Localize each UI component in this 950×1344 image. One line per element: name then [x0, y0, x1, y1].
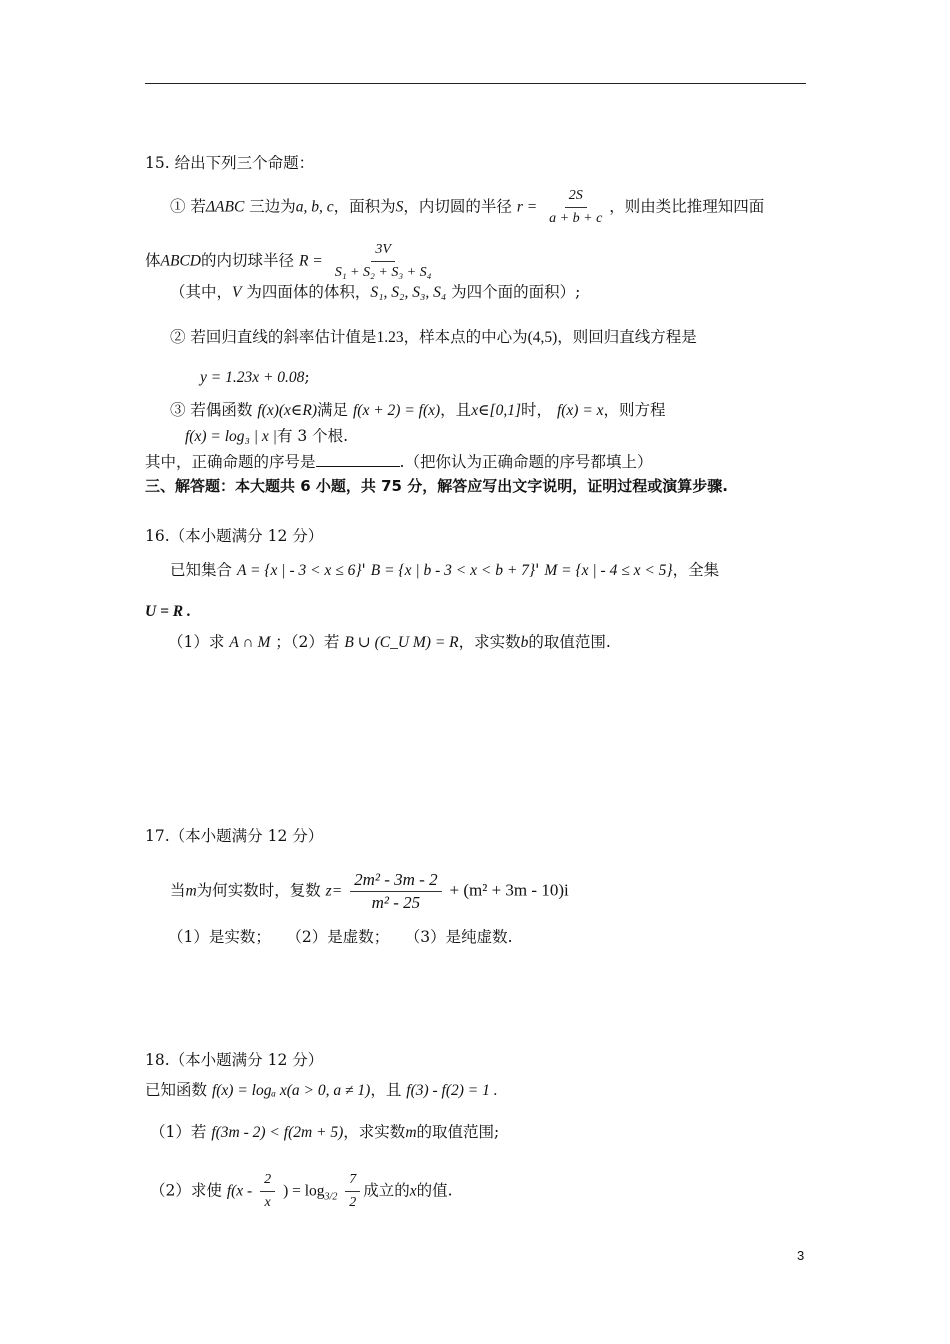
- page-number: 3: [797, 1248, 805, 1263]
- q15-prop2-line1: ② 若回归直线的斜率估计值是1.23，样本点的中心为(4,5)，则回归直线方程是: [170, 328, 697, 346]
- inradius-fraction: $\frac{2S}{a + b + c}$: [549, 188, 603, 226]
- answer-blank[interactable]: [316, 451, 400, 467]
- q15-prop1-line3: （其中，V 为四面体的体积，S₁, S₂, S₃, S₄ 为四个面的面积）;: [170, 283, 581, 301]
- section-3-heading: 三、解答题：本大题共 6 小题，共 75 分，解答应写出文字说明，证明过程或演算步骤.: [145, 477, 728, 495]
- q16-title: 16.（本小题满分 12 分）: [145, 527, 324, 545]
- q15-prop2-line2: y = 1.23x + 0.08;: [200, 368, 310, 386]
- q15-prop3-line1: ③ 若偶函数 f(x)(x∈R)满足 f(x + 2) = f(x)，且x∈[0,1]时， f(x) = x，则方程: [170, 401, 666, 419]
- q15-prop1-line1: ① 若ΔABC 三边为a, b, c，面积为S，内切圆的半径 r = $\frac{2S}{a + b + c}$ ，则由类比推理知四面: [170, 186, 764, 229]
- q17-title: 17.（本小题满分 12 分）: [145, 827, 324, 845]
- q18-title: 18.（本小题满分 12 分）: [145, 1051, 324, 1069]
- q15-answer-line: 其中，正确命题的序号是 .（把你认为正确命题的序号都填上）: [145, 453, 653, 471]
- q16-sets-line: 已知集合 A = {x | - 3 < x ≤ 6}' B = {x | b - 3 < x < b + 7}' M = {x | - 4 ≤ x < 5}，全集: [170, 561, 720, 579]
- q15-prop3-line2: f(x) = log₃ | x |有 3 个根.: [185, 427, 349, 445]
- q17-complex-line: 当m为何实数时，复数 z= $\frac{\text{2m² - 3m - 2}}{\text{m² - 25}}$ + (m² + 3m - 10)i: [170, 870, 569, 912]
- q18-function-line: 已知函数 f(x) = logₐ x(a > 0, a ≠ 1)，且 f(3) - f(2) = 1 .: [145, 1081, 498, 1099]
- insphere-fraction: $\frac{3V}{\text{S₁ + S₂ + S₃ + S₄}}$: [334, 242, 432, 280]
- two-over-x-fraction: $\frac{2}{x}$: [260, 1170, 275, 1213]
- q17-subquestions: （1）是实数； （2）是虚数； （3）是纯虚数.: [168, 928, 513, 946]
- complex-real-part-fraction: $\frac{\text{2m² - 3m - 2}}{\text{m² - 25}}$: [350, 870, 441, 913]
- q16-subquestions: （1）求 A ∩ M ；（2）若 B ∪ (C_U M) = R，求实数b的取值范围.: [168, 633, 611, 651]
- q15-title: 15. 给出下列三个命题：: [145, 154, 315, 172]
- header-rule: [145, 83, 806, 84]
- q16-universal-set: U = R .: [145, 603, 191, 620]
- seven-halves-fraction: $\frac{7}{2}$: [345, 1170, 360, 1213]
- q15-prop1-line2: 体ABCD的内切球半径 R = $\frac{3V}{\text{S₁ + S₂ + S₃ + S₄}}$: [145, 240, 439, 283]
- q18-sub1: （1）若 f(3m - 2) < f(2m + 5)，求实数m的取值范围;: [150, 1123, 500, 1141]
- q18-sub2: （2）求使 f(x - $\frac{2}{x}$ ) = $\log_{3/2}$ $\frac{7}{2}$ 成立的x的值.: [150, 1170, 453, 1213]
